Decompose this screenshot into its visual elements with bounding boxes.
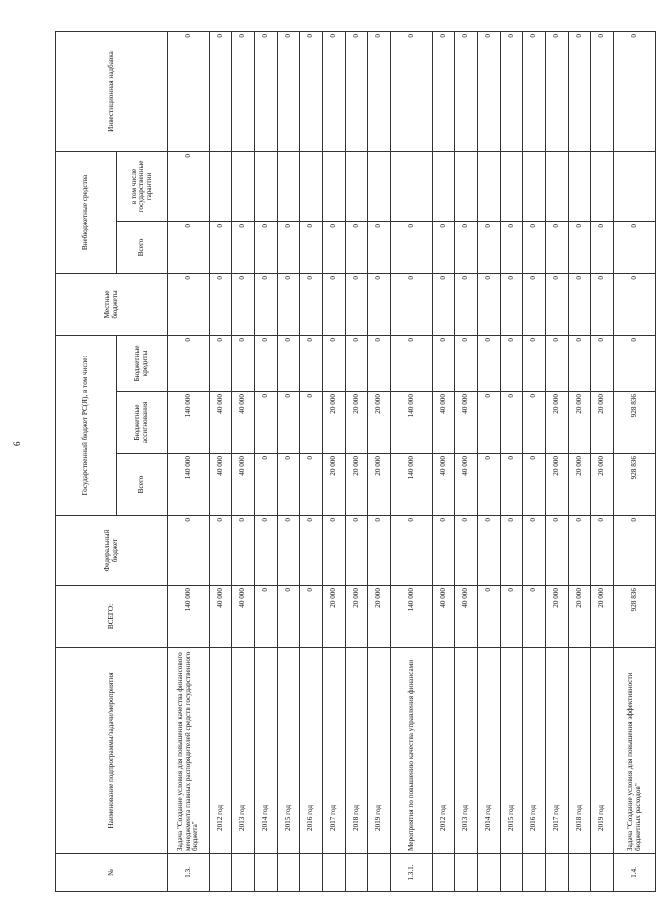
cell-local: 0 <box>345 273 368 335</box>
table-row <box>523 31 546 891</box>
cell-invest: 0 <box>432 31 455 151</box>
cell-state-alloc: 0 <box>478 392 501 454</box>
row-name: 2015 год <box>500 648 523 854</box>
row-name: Мероприятия по повышению качества управления финансами <box>391 648 433 854</box>
cell-extra-guar <box>323 151 346 221</box>
cell-total: 20 000 <box>368 586 391 648</box>
cell-total: 20 000 <box>345 586 368 648</box>
cell-local: 0 <box>478 273 501 335</box>
row-code <box>209 854 232 892</box>
row-code <box>345 854 368 892</box>
header-federal: Федеральный бюджет <box>56 516 168 586</box>
cell-state-total: 0 <box>478 454 501 516</box>
cell-extra-guar <box>391 151 433 221</box>
cell-state-total: 20 000 <box>323 454 346 516</box>
cell-state-total: 0 <box>523 454 546 516</box>
row-name: 2013 год <box>455 648 478 854</box>
cell-extra-total: 0 <box>500 221 523 273</box>
row-name: 2018 год <box>568 648 591 854</box>
header-extra: Внебюджетные средства <box>56 151 117 273</box>
cell-extra-total: 0 <box>323 221 346 273</box>
cell-state-total: 40 000 <box>455 454 478 516</box>
row-code <box>478 854 501 892</box>
cell-state-total: 20 000 <box>546 454 569 516</box>
cell-federal: 0 <box>232 516 255 586</box>
cell-local: 0 <box>368 273 391 335</box>
cell-state-alloc: 0 <box>523 392 546 454</box>
cell-state-alloc: 40 000 <box>432 392 455 454</box>
cell-federal: 0 <box>591 516 614 586</box>
cell-extra-guar <box>546 151 569 221</box>
cell-state-credits: 0 <box>478 335 501 391</box>
cell-extra-guar <box>614 151 656 221</box>
cell-extra-total: 0 <box>478 221 501 273</box>
header-extra-guar: в том числе государственные гарантии <box>117 151 168 221</box>
cell-local: 0 <box>300 273 323 335</box>
cell-extra-total: 0 <box>568 221 591 273</box>
cell-state-total: 928 836 <box>614 454 656 516</box>
cell-state-total: 20 000 <box>591 454 614 516</box>
cell-state-credits: 0 <box>500 335 523 391</box>
cell-federal: 0 <box>323 516 346 586</box>
table-row <box>209 31 232 891</box>
cell-state-credits: 0 <box>255 335 278 391</box>
cell-total: 140 000 <box>168 586 210 648</box>
cell-state-alloc: 0 <box>255 392 278 454</box>
page-number: 6 <box>12 441 22 446</box>
cell-invest: 0 <box>478 31 501 151</box>
cell-local: 0 <box>168 273 210 335</box>
cell-invest: 0 <box>391 31 433 151</box>
cell-total: 40 000 <box>432 586 455 648</box>
cell-state-credits: 0 <box>168 335 210 391</box>
cell-state-credits: 0 <box>323 335 346 391</box>
table-row <box>500 31 523 891</box>
table-body <box>168 31 656 891</box>
cell-invest: 0 <box>323 31 346 151</box>
cell-federal: 0 <box>546 516 569 586</box>
row-name: 2012 год <box>432 648 455 854</box>
row-code <box>523 854 546 892</box>
cell-total: 0 <box>277 586 300 648</box>
cell-total: 140 000 <box>391 586 433 648</box>
header-state-credits: Бюджетные кредиты <box>117 335 168 391</box>
cell-invest: 0 <box>209 31 232 151</box>
table-row <box>168 31 210 891</box>
cell-state-total: 40 000 <box>432 454 455 516</box>
cell-state-alloc: 20 000 <box>546 392 569 454</box>
cell-total: 928 836 <box>614 586 656 648</box>
cell-federal: 0 <box>368 516 391 586</box>
cell-state-alloc: 0 <box>500 392 523 454</box>
table-row <box>255 31 278 891</box>
cell-state-total: 0 <box>255 454 278 516</box>
cell-extra-total: 0 <box>591 221 614 273</box>
cell-local: 0 <box>500 273 523 335</box>
cell-extra-total: 0 <box>300 221 323 273</box>
cell-extra-guar <box>478 151 501 221</box>
row-code <box>323 854 346 892</box>
cell-state-alloc: 20 000 <box>568 392 591 454</box>
cell-extra-total: 0 <box>345 221 368 273</box>
cell-state-total: 0 <box>277 454 300 516</box>
cell-extra-guar <box>345 151 368 221</box>
cell-total: 40 000 <box>455 586 478 648</box>
cell-local: 0 <box>277 273 300 335</box>
cell-extra-guar <box>277 151 300 221</box>
row-name: 2014 год <box>478 648 501 854</box>
budget-table <box>55 31 656 892</box>
row-code <box>500 854 523 892</box>
row-code: 1.3. <box>168 854 210 892</box>
cell-extra-guar <box>523 151 546 221</box>
row-code <box>255 854 278 892</box>
cell-total: 0 <box>500 586 523 648</box>
row-name: 2012 год <box>209 648 232 854</box>
cell-state-credits: 0 <box>209 335 232 391</box>
cell-state-credits: 0 <box>455 335 478 391</box>
row-code <box>432 854 455 892</box>
cell-extra-total: 0 <box>168 221 210 273</box>
cell-state-total: 140 000 <box>391 454 433 516</box>
cell-federal: 0 <box>432 516 455 586</box>
header-num: № <box>56 854 168 892</box>
cell-total: 20 000 <box>568 586 591 648</box>
cell-state-credits: 0 <box>568 335 591 391</box>
cell-invest: 0 <box>523 31 546 151</box>
table-row <box>391 31 433 891</box>
cell-extra-total: 0 <box>391 221 433 273</box>
table-row <box>546 31 569 891</box>
cell-state-alloc: 20 000 <box>323 392 346 454</box>
header-state-total: Всего <box>117 454 168 516</box>
cell-federal: 0 <box>277 516 300 586</box>
cell-federal: 0 <box>255 516 278 586</box>
row-name: Задача "Создание условия для повышения качества финансового менеджмента главных распорядителей средств государственного бюджета" <box>168 648 210 854</box>
cell-federal: 0 <box>345 516 368 586</box>
cell-federal: 0 <box>300 516 323 586</box>
cell-state-alloc: 928 836 <box>614 392 656 454</box>
row-name: Задача "Создание условия для повышения эффективности бюджетных расходов" <box>614 648 656 854</box>
row-name: 2017 год <box>546 648 569 854</box>
cell-invest: 0 <box>255 31 278 151</box>
cell-extra-guar <box>568 151 591 221</box>
cell-local: 0 <box>591 273 614 335</box>
table-row <box>591 31 614 891</box>
cell-state-credits: 0 <box>368 335 391 391</box>
header-state: Государственный бюджет РС(Я), в том числе: <box>56 335 117 515</box>
cell-state-credits: 0 <box>300 335 323 391</box>
row-code: 1.4. <box>614 854 656 892</box>
cell-extra-total: 0 <box>209 221 232 273</box>
cell-local: 0 <box>232 273 255 335</box>
cell-state-total: 40 000 <box>209 454 232 516</box>
cell-extra-guar <box>255 151 278 221</box>
cell-state-credits: 0 <box>277 335 300 391</box>
cell-total: 0 <box>478 586 501 648</box>
cell-federal: 0 <box>500 516 523 586</box>
cell-extra-guar <box>591 151 614 221</box>
row-code <box>591 854 614 892</box>
cell-extra-total: 0 <box>546 221 569 273</box>
cell-extra-guar <box>300 151 323 221</box>
cell-total: 0 <box>255 586 278 648</box>
cell-total: 20 000 <box>591 586 614 648</box>
cell-state-alloc: 40 000 <box>232 392 255 454</box>
cell-state-alloc: 20 000 <box>591 392 614 454</box>
cell-invest: 0 <box>546 31 569 151</box>
cell-state-credits: 0 <box>591 335 614 391</box>
cell-state-total: 0 <box>500 454 523 516</box>
cell-extra-total: 0 <box>523 221 546 273</box>
cell-extra-guar <box>232 151 255 221</box>
row-code <box>568 854 591 892</box>
table-row <box>568 31 591 891</box>
cell-state-total: 0 <box>300 454 323 516</box>
cell-state-total: 20 000 <box>345 454 368 516</box>
cell-extra-guar <box>432 151 455 221</box>
cell-federal: 0 <box>614 516 656 586</box>
table-row <box>478 31 501 891</box>
cell-state-total: 20 000 <box>568 454 591 516</box>
cell-total: 20 000 <box>546 586 569 648</box>
header-name: Наименование подпрограммы/задачи/мероприятия <box>56 648 168 854</box>
row-name: 2017 год <box>323 648 346 854</box>
cell-state-alloc: 20 000 <box>368 392 391 454</box>
cell-state-credits: 0 <box>523 335 546 391</box>
cell-state-credits: 0 <box>232 335 255 391</box>
cell-federal: 0 <box>455 516 478 586</box>
cell-federal: 0 <box>478 516 501 586</box>
cell-total: 40 000 <box>232 586 255 648</box>
cell-federal: 0 <box>391 516 433 586</box>
header-local: Местные бюджеты <box>56 273 168 335</box>
cell-extra-total: 0 <box>368 221 391 273</box>
cell-state-total: 20 000 <box>368 454 391 516</box>
cell-federal: 0 <box>523 516 546 586</box>
table-row <box>614 31 656 891</box>
table-row <box>432 31 455 891</box>
cell-extra-guar <box>368 151 391 221</box>
cell-extra-total: 0 <box>614 221 656 273</box>
header-invest: Инвестиционная надбавка <box>56 31 168 151</box>
table-row <box>300 31 323 891</box>
cell-invest: 0 <box>591 31 614 151</box>
cell-state-credits: 0 <box>391 335 433 391</box>
cell-invest: 0 <box>614 31 656 151</box>
cell-extra-total: 0 <box>432 221 455 273</box>
cell-extra-total: 0 <box>232 221 255 273</box>
cell-local: 0 <box>455 273 478 335</box>
table-row <box>232 31 255 891</box>
table-row <box>345 31 368 891</box>
cell-extra-total: 0 <box>455 221 478 273</box>
cell-state-alloc: 140 000 <box>168 392 210 454</box>
cell-invest: 0 <box>568 31 591 151</box>
cell-local: 0 <box>523 273 546 335</box>
cell-extra-guar: 0 <box>168 151 210 221</box>
cell-state-alloc: 0 <box>277 392 300 454</box>
table-row <box>368 31 391 891</box>
row-name: 2013 год <box>232 648 255 854</box>
cell-invest: 0 <box>345 31 368 151</box>
cell-extra-guar <box>209 151 232 221</box>
cell-invest: 0 <box>455 31 478 151</box>
cell-extra-total: 0 <box>277 221 300 273</box>
cell-total: 0 <box>300 586 323 648</box>
cell-state-credits: 0 <box>432 335 455 391</box>
cell-local: 0 <box>614 273 656 335</box>
cell-state-alloc: 40 000 <box>209 392 232 454</box>
cell-total: 40 000 <box>209 586 232 648</box>
cell-extra-guar <box>500 151 523 221</box>
cell-invest: 0 <box>368 31 391 151</box>
row-name: 2019 год <box>368 648 391 854</box>
cell-state-credits: 0 <box>345 335 368 391</box>
rotated-page <box>55 32 642 892</box>
header-total: ВСЕГО: <box>56 586 168 648</box>
cell-total: 20 000 <box>323 586 346 648</box>
cell-federal: 0 <box>168 516 210 586</box>
cell-local: 0 <box>323 273 346 335</box>
cell-state-alloc: 20 000 <box>345 392 368 454</box>
row-code <box>455 854 478 892</box>
row-name: 2016 год <box>523 648 546 854</box>
row-code <box>277 854 300 892</box>
row-name: 2018 год <box>345 648 368 854</box>
cell-state-credits: 0 <box>546 335 569 391</box>
cell-local: 0 <box>209 273 232 335</box>
row-name: 2014 год <box>255 648 278 854</box>
cell-state-alloc: 0 <box>300 392 323 454</box>
row-name: 2015 год <box>277 648 300 854</box>
table-header <box>56 31 168 891</box>
header-state-alloc: Бюджетные ассигнования <box>117 392 168 454</box>
cell-invest: 0 <box>277 31 300 151</box>
cell-state-credits: 0 <box>614 335 656 391</box>
cell-local: 0 <box>391 273 433 335</box>
cell-invest: 0 <box>168 31 210 151</box>
header-extra-total: Всего <box>117 221 168 273</box>
cell-state-total: 140 000 <box>168 454 210 516</box>
cell-local: 0 <box>546 273 569 335</box>
cell-local: 0 <box>255 273 278 335</box>
cell-total: 0 <box>523 586 546 648</box>
row-code <box>546 854 569 892</box>
row-code <box>368 854 391 892</box>
cell-local: 0 <box>568 273 591 335</box>
cell-invest: 0 <box>232 31 255 151</box>
cell-invest: 0 <box>500 31 523 151</box>
cell-local: 0 <box>432 273 455 335</box>
cell-state-alloc: 140 000 <box>391 392 433 454</box>
row-code: 1.3.1. <box>391 854 433 892</box>
table-row <box>323 31 346 891</box>
row-name: 2016 год <box>300 648 323 854</box>
cell-federal: 0 <box>209 516 232 586</box>
cell-federal: 0 <box>568 516 591 586</box>
cell-invest: 0 <box>300 31 323 151</box>
row-code <box>300 854 323 892</box>
cell-extra-guar <box>455 151 478 221</box>
cell-extra-total: 0 <box>255 221 278 273</box>
row-code <box>232 854 255 892</box>
row-name: 2019 год <box>591 648 614 854</box>
cell-state-total: 40 000 <box>232 454 255 516</box>
table-row <box>277 31 300 891</box>
table-row <box>455 31 478 891</box>
cell-state-alloc: 40 000 <box>455 392 478 454</box>
